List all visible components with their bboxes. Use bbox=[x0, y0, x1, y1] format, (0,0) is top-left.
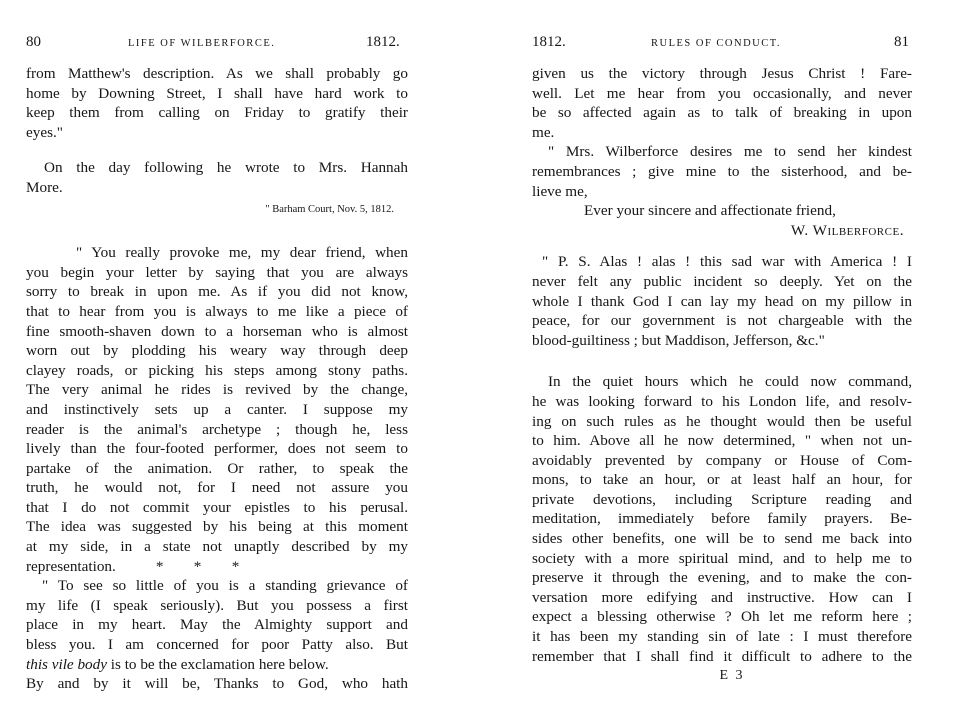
text-line: never felt any public incident so deeply. Yet on the bbox=[532, 272, 912, 290]
text-line: worn out by plodding his weary way through deep bbox=[26, 342, 408, 360]
text-line: fine smooth-shaven down to a horseman who is almost bbox=[26, 322, 408, 340]
text-line: eyes." bbox=[26, 123, 63, 141]
text-line: my life (I speak seriously). But you possess a first bbox=[26, 596, 408, 614]
right-page bbox=[490, 0, 980, 705]
signature-mark: E 3 bbox=[719, 668, 745, 684]
text-line: In the quiet hours which he could now command, bbox=[548, 373, 912, 391]
text-line: meditation, immediately before family prayers. Be- bbox=[532, 510, 912, 528]
left-year: 1812. bbox=[366, 34, 400, 50]
text-line-content: is to be the exclamation here below. bbox=[106, 655, 329, 673]
text-line: home by Downing Street, I shall have hard work to bbox=[26, 84, 408, 102]
text-line: given us the victory through Jesus Christ ! Fare- bbox=[532, 65, 912, 82]
text-line: that to hear from you is always to me like a piece of bbox=[26, 302, 408, 320]
text-line: partake of the animation. Or rather, to speak the bbox=[26, 459, 408, 477]
text-line: lieve me, bbox=[532, 182, 588, 200]
text-line: ing on such rules as he thought would then be useful bbox=[532, 412, 912, 430]
section-asterisks: * * * bbox=[155, 557, 240, 575]
text-line: sorry to break in upon me. As if you did not know, bbox=[26, 283, 408, 301]
text-line: clayey roads, or picking his steps among stony paths. bbox=[26, 361, 408, 379]
italic-phrase: this vile body bbox=[26, 655, 107, 673]
text-line: society with a more spiritual mind, and to help me to bbox=[532, 549, 912, 567]
text-line: you begin your letter by saying that you are always bbox=[26, 263, 408, 281]
text-line: remember that I shall find it difficult to adhere to the bbox=[532, 647, 912, 665]
text-line: at my side, in a state not unaptly described by my bbox=[26, 538, 408, 556]
text-line: be so affected again as to talk of breaking in upon bbox=[532, 104, 912, 122]
text-line: By and by it will be, Thanks to God, who hath bbox=[26, 675, 408, 693]
left-page-number: 80 bbox=[26, 34, 41, 50]
right-running-head: RULES OF CONDUCT. bbox=[651, 38, 782, 49]
text-line: expect a blessing otherwise ? Oh let me reform here ; bbox=[532, 608, 912, 626]
text-line: truth, he would not, for I need not assure you bbox=[26, 479, 408, 497]
letter-closing: Ever your sincere and affectionate friend, bbox=[584, 202, 836, 220]
text-line: from Matthew's description. As we shall probably go bbox=[26, 65, 408, 82]
text-line: it has been my standing sin of late : I must therefore bbox=[532, 628, 912, 646]
text-line: that I do not commit your epistles to his perusal. bbox=[26, 498, 408, 516]
text-line: " Mrs. Wilberforce desires me to send her kindest bbox=[548, 143, 912, 161]
left-text-block bbox=[26, 64, 408, 694]
text-line: preserve it through the evening, and to make the con- bbox=[532, 569, 912, 587]
left-running-head: LIFE OF WILBERFORCE. bbox=[128, 38, 276, 49]
text-line: mons, to take an hour, or at least half an hour, for bbox=[532, 471, 912, 489]
text-line: well. Let me hear from you occasionally, and never bbox=[532, 84, 912, 102]
text-line-content: representation. bbox=[26, 557, 116, 575]
text-line: remembrances ; give mine to the sisterhood, and be- bbox=[532, 162, 912, 180]
text-line: versation more edifying and instructive. How can I bbox=[532, 588, 912, 606]
text-line: private devotions, including Scripture reading and bbox=[532, 490, 912, 508]
text-line: On the day following he wrote to Mrs. Hannah bbox=[44, 159, 408, 177]
right-year: 1812. bbox=[532, 34, 566, 50]
text-line: and instinctively sets up a canter. I suppose my bbox=[26, 400, 408, 418]
letter-signature: W. Wilberforce. bbox=[790, 221, 904, 239]
text-line bbox=[26, 655, 408, 675]
text-line: The idea was suggested by his being at this moment bbox=[26, 518, 408, 536]
letter-dateline: " Barham Court, Nov. 5, 1812. bbox=[265, 203, 394, 215]
text-line: " To see so little of you is a standing grievance of bbox=[42, 577, 408, 595]
text-line: me. bbox=[532, 123, 555, 141]
text-line: keep them from calling on Friday to gratify their bbox=[26, 104, 408, 122]
text-line bbox=[26, 557, 408, 577]
text-line: he was looking forward to his London life, and resolv- bbox=[532, 392, 912, 410]
text-line: More. bbox=[26, 178, 63, 196]
text-line: bless you. I am concerned for poor Patty also. But bbox=[26, 636, 408, 654]
text-line: " P. S. Alas ! alas ! this sad war with America ! I bbox=[542, 253, 912, 271]
text-line: sides other benefits, one will be to send me back into bbox=[532, 530, 912, 548]
text-line: to him. Above all he now determined, " when not un- bbox=[532, 432, 912, 450]
right-text-block bbox=[532, 64, 912, 686]
right-page-number: 81 bbox=[894, 34, 909, 50]
text-line: avoidably prevented by company or House of Com- bbox=[532, 451, 912, 469]
text-line: whole I thank God I can lay my head on my pillow in bbox=[532, 292, 912, 310]
text-line: peace, for our government is not chargeable with the bbox=[532, 312, 912, 330]
text-line: The very animal he rides is revived by the change, bbox=[26, 381, 408, 399]
text-line: " You really provoke me, my dear friend, when bbox=[76, 244, 408, 262]
text-line: reader is the animal's archetype ; though he, less bbox=[26, 420, 408, 438]
text-line: lively than the four-footed performer, does not seem to bbox=[26, 440, 408, 458]
text-line: blood-guiltiness ; but Maddison, Jefferson, &c." bbox=[532, 331, 825, 349]
text-line: place in my heart. May the Almighty support and bbox=[26, 616, 408, 634]
